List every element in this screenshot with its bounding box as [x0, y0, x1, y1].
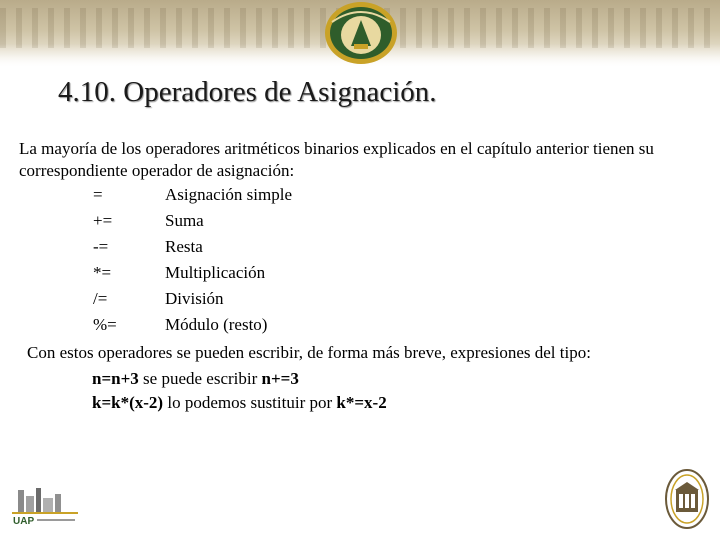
operator-description: Suma — [165, 211, 204, 230]
operator-symbol: /= — [93, 289, 108, 308]
institution-seal-icon — [664, 468, 710, 530]
operator-symbol: += — [93, 211, 113, 230]
operator-symbol: -= — [93, 237, 109, 256]
code-expression: k*=x-2 — [336, 393, 387, 412]
operator-symbol: %= — [93, 315, 117, 334]
example-connector: se puede escribir — [138, 369, 262, 388]
uap-logo-icon — [10, 486, 80, 526]
page-title: 4.10. Operadores de Asignación. — [58, 76, 437, 108]
conclusion-text: Con estos operadores se pueden escribir, de forma más breve, expresiones del tipo: — [27, 343, 591, 362]
svg-text:UAP: UAP — [13, 516, 35, 526]
code-expression: n=n+3 — [92, 369, 139, 388]
intro-paragraph: La mayoría de los operadores aritméticos binarios explicados en el capítulo anterior tienen su correspondiente operador de asignación: — [19, 139, 654, 180]
operator-description: Resta — [165, 237, 203, 256]
operator-description: Multiplicación — [165, 263, 266, 282]
example-line-1 — [92, 368, 299, 390]
operator-description: Asignación simple — [165, 185, 293, 204]
example-connector: lo podemos sustituir por — [163, 393, 337, 412]
example-line-2 — [92, 392, 387, 414]
code-expression: k=k*(x-2) — [92, 393, 164, 412]
operator-symbol: = — [93, 185, 103, 204]
operator-symbol: *= — [93, 263, 112, 282]
university-seal-icon — [318, 0, 404, 66]
operator-description: División — [165, 289, 224, 308]
code-expression: n+=3 — [261, 369, 299, 388]
operator-description: Módulo (resto) — [165, 315, 268, 334]
